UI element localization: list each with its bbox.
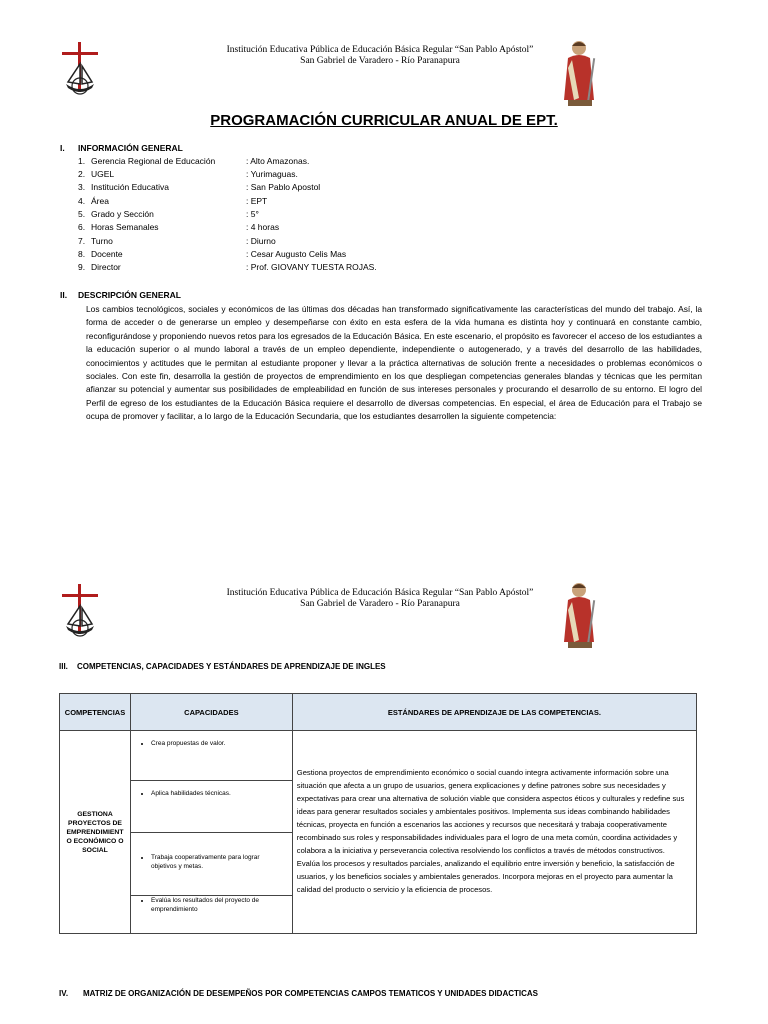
info-label: Director [91, 262, 121, 272]
standard-cell: Gestiona proyectos de emprendimiento económico o social cuando integra activamente información sobre una situación que afecta a un grupo de usuarios, genera explicaciones y define patrones sobre sus necesidades y expectativas para crear una alternativa de solución viable que considera aspectos éticos y culturales y redefine sus ideas para generar resultados sociales y ambientales positivos. Implementa sus ideas combinando habilidades técnicas, proyecta en función a escenarios las acciones y recursos que necesitará y trabaja cooperativamente recombinado sus roles y responsabilidades individuales para el logro de una meta común, coordina actividades y colabora a la iniciativa y perseverancia colectiva resolviendo los conflictos a través de métodos constructivos. Evalúa los procesos y resultados parciales, analizando el equilibrio entre inversión y beneficio, la satisfacción de usuarios, y los beneficios sociales y ambientales generados. Incorpora mejoras en el proyecto para aumentar la calidad del producto o servicio y la eficiencia de procesos. [292, 731, 696, 934]
capacity-text: • Aplica habilidades técnicas. [151, 789, 286, 798]
section-2-heading [60, 290, 181, 300]
info-label: Horas Semanales [91, 222, 159, 232]
info-number: 9. [78, 262, 86, 272]
cross-boat-logo-icon [56, 582, 104, 642]
info-number: 4. [78, 196, 86, 206]
info-value: : San Pablo Apostol [246, 182, 321, 192]
cross-boat-logo-icon [56, 40, 104, 100]
info-number: 6. [78, 222, 86, 232]
info-value: : Prof. GIOVANY TUESTA ROJAS. [246, 262, 377, 272]
info-value: : Cesar Augusto Celis Mas [246, 249, 347, 259]
header-line-1: Institución Educativa Pública de Educación Básica Regular “San Pablo Apóstol” [226, 45, 534, 55]
capacity-item [131, 833, 292, 896]
capacity-text: • Evalúa los resultados del proyecto de emprendimiento [151, 896, 286, 914]
competency-cell: GESTIONA PROYECTOS DE EMPRENDIMIENT O ECONÓMICO O SOCIAL [60, 731, 131, 934]
table-header-row [60, 694, 697, 731]
info-label: UGEL [91, 169, 115, 179]
table-header: COMPETENCIAS [60, 694, 131, 731]
info-value: : EPT [246, 196, 268, 206]
info-number: 1. [78, 156, 86, 166]
saint-paul-statue-icon [554, 38, 604, 108]
section-4-number: IV. [59, 989, 69, 998]
info-value: : 5° [246, 209, 259, 219]
table-header: ESTÁNDARES DE APRENDIZAJE DE LAS COMPETENCIAS. [292, 694, 696, 731]
capacity-text: • Trabaja cooperativamente para lograr objetivos y metas. [151, 853, 286, 871]
header-line-2: San Gabriel de Varadero - Río Paranapura [300, 599, 460, 609]
section-2-title: DESCRIPCIÓN GENERAL [78, 290, 181, 300]
description-paragraph: Los cambios tecnológicos, sociales y económicos de las últimas dos décadas han transformado significativamente las características del mundo del trabajo. Así, la forma de acceder o de generarse un empleo y desempeñarse con éxito en esta esfera de la vida humana es distinta hoy y continuará en constante cambio, reconfigurándose y proponiendo nuevos retos para los egresados de la Educación Básica. En este escenario, el propósito es favorecer el acceso de los estudiantes a la educación superior o al mundo laboral a través de un empleo dependiente, independiente o autogenerado, y a través del desarrollo de las habilidades, conocimientos y actitudes que le permitan al estudiante proponer y llevar a la práctica alternativas de solución frente a necesidades o problemas económicos o sociales. Con este fin, desarrolla la gestión de proyectos de emprendimiento en los que despliegan competencias generales blandas y técnicas que les permitan afianzar su potencial y aumentar sus posibilidades de empleabilidad en función de sus intereses personales y procurando el desarrollo de su entorno. El logro del Perfil de egreso de los estudiantes de la Educación Básica requiere el desarrollo de diversas competencias. En especial, el área de Educación para el Trabajo se ocupa de promover y facilitar, a lo largo de la Educación Secundaria, que los estudiantes desarrollen la siguiente competencia: [86, 304, 702, 422]
capacities-cell [130, 731, 292, 934]
section-1-title: INFORMACIÓN GENERAL [78, 143, 183, 153]
competencies-table [59, 693, 697, 934]
info-value: : Yurimaguas. [246, 169, 298, 179]
section-4-title: MATRIZ DE ORGANIZACIÓN DE DESEMPEÑOS POR COMPETENCIAS CAMPOS TEMATICOS Y UNIDADES DIDACTICAS [83, 989, 538, 998]
info-label: Grado y Sección [91, 209, 154, 219]
info-number: 8. [78, 249, 86, 259]
capacity-item [131, 731, 292, 781]
saint-paul-statue-icon [554, 580, 604, 650]
capacity-item [131, 781, 292, 833]
info-label: Docente [91, 249, 123, 259]
info-label: Turno [91, 236, 113, 246]
info-number: 2. [78, 169, 86, 179]
section-2-number: II. [60, 290, 68, 300]
table-row [60, 731, 697, 934]
section-3-number: III. [59, 662, 68, 671]
header-line-1: Institución Educativa Pública de Educación Básica Regular “San Pablo Apóstol” [226, 588, 534, 598]
info-value: : Diurno [246, 236, 276, 246]
section-4-heading [59, 989, 538, 998]
section-1-heading [60, 143, 183, 153]
info-label: Gerencia Regional de Educación [91, 156, 216, 166]
capacity-text: • Crea propuestas de valor. [151, 739, 286, 748]
header-line-2: San Gabriel de Varadero - Río Paranapura [300, 56, 460, 66]
info-label: Institución Educativa [91, 182, 169, 192]
section-3-title: COMPETENCIAS, CAPACIDADES Y ESTÁNDARES DE APRENDIZAJE DE INGLES [77, 662, 386, 671]
info-number: 7. [78, 236, 86, 246]
info-value: : 4 horas [246, 222, 280, 232]
section-1-number: I. [60, 143, 65, 153]
table-header: CAPACIDADES [130, 694, 292, 731]
capacity-item [131, 896, 292, 922]
info-value: : Alto Amazonas. [246, 156, 310, 166]
info-label: Área [91, 196, 109, 206]
info-number: 3. [78, 182, 86, 192]
info-number: 5. [78, 209, 86, 219]
page-title: PROGRAMACIÓN CURRICULAR ANUAL DE EPT. [210, 112, 558, 129]
section-3-heading [59, 662, 386, 671]
